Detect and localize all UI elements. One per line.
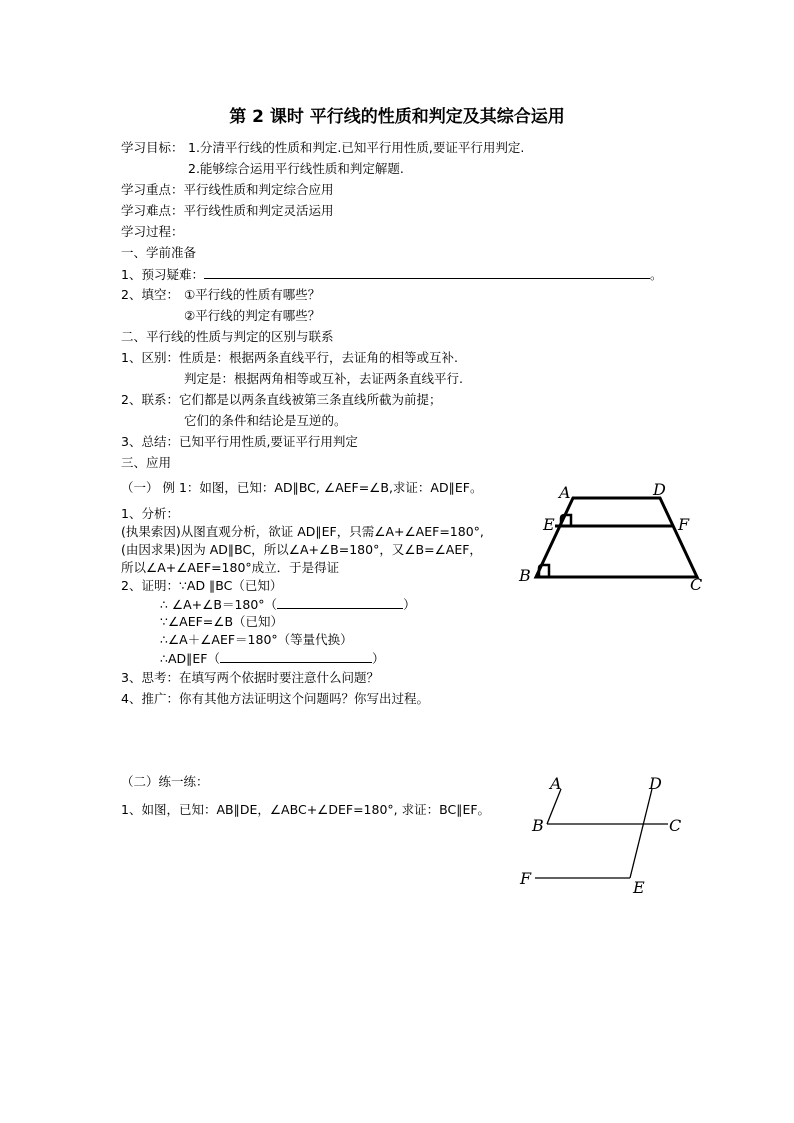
label-d: D <box>653 480 666 499</box>
label-f: F <box>678 515 690 534</box>
proof-line5-close: ） <box>371 651 385 666</box>
fill-label: 2、填空： <box>121 287 179 302</box>
analysis-line1: (执果索因)从图直观分析，欲证 AD∥EF，只需∠A+∠AEF=180°, <box>121 524 484 539</box>
parallel-lines-figure <box>510 770 700 900</box>
process-label: 学习过程： <box>121 224 184 239</box>
label-c: C <box>669 816 682 835</box>
preview-end: 。 <box>649 267 663 282</box>
goals-label: 学习目标： <box>121 140 184 155</box>
reason-blank-1[interactable] <box>277 596 403 609</box>
relation-line2: 它们的条件和结论是互逆的。 <box>184 413 347 428</box>
label-d: D <box>649 774 662 793</box>
preview-label: 1、预习疑难： <box>121 267 204 282</box>
reason-blank-2[interactable] <box>220 650 372 663</box>
practice-question-1: 1、如图，已知：AB∥DE，∠ABC+∠DEF=180°, 求证：BC∥EF。 <box>121 802 491 817</box>
label-a: A <box>550 774 562 793</box>
preview-blank[interactable] <box>204 266 650 279</box>
proof-line5-text: ∴AD∥EF（ <box>160 651 220 666</box>
section1-heading: 一、学前准备 <box>121 245 197 260</box>
key-point: 学习重点：平行线性质和判定综合应用 <box>121 182 334 197</box>
practice-heading: （二）练一练： <box>121 774 209 789</box>
relation-line1: 2、联系：它们都是以两条直线被第三条直线所截为前提； <box>121 392 442 407</box>
label-b: B <box>532 816 544 835</box>
segment-de <box>630 789 652 878</box>
summary-line: 3、总结：已知平行用性质,要证平行用判定 <box>121 434 358 449</box>
proof-line2 <box>160 596 416 613</box>
analysis-label: 1、分析： <box>121 506 179 521</box>
section2-heading: 二、平行线的性质与判定的区别与联系 <box>121 329 334 344</box>
label-e: E <box>543 515 555 534</box>
fill-question-2: ②平行线的判定有哪些？ <box>184 308 321 323</box>
difficulty: 学习难点：平行线性质和判定灵活运用 <box>121 203 334 218</box>
proof-label: 2、证明：∵AD ∥BC（已知） <box>121 578 283 593</box>
example-1: （一） 例 1：如图，已知：AD∥BC, ∠AEF=∠B,求证：AD∥EF。 <box>121 480 483 495</box>
extend-line: 4、推广：你有其他方法证明这个问题吗？你写出过程。 <box>121 691 429 706</box>
section3-heading: 三、应用 <box>121 455 172 470</box>
trapezoid-figure <box>510 478 720 596</box>
label-f: F <box>520 869 532 888</box>
label-a: A <box>559 483 571 502</box>
label-e: E <box>633 878 645 897</box>
proof-line2-text: ∴ ∠A+∠B＝180°（ <box>160 597 278 612</box>
analysis-line2: (由因求果)因为 AD∥BC，所以∠A+∠B=180°，又∠B=∠AEF， <box>121 542 482 557</box>
difference-line1: 1、区别：性质是：根据两条直线平行，去证角的相等或互补. <box>121 350 458 365</box>
proof-line5 <box>160 650 384 667</box>
goals-line1: 1.分清平行线的性质和判定.已知平行用性质,要证平行用判定. <box>188 140 525 155</box>
segment-ab <box>547 789 561 824</box>
analysis-line3: 所以∠A+∠AEF=180°成立．于是得证 <box>121 560 340 575</box>
trapezoid-outline <box>536 498 697 577</box>
fill-question-1: ①平行线的性质有哪些？ <box>184 287 321 302</box>
goals-line2: 2.能够综合运用平行线性质和判定解题. <box>188 161 404 176</box>
think-line: 3、思考：在填写两个依据时要注意什么问题？ <box>121 670 379 685</box>
proof-line3: ∵∠AEF=∠B（已知） <box>160 614 284 629</box>
page-title: 第 2 课时 平行线的性质和判定及其综合运用 <box>229 107 565 127</box>
label-c: C <box>690 575 703 594</box>
label-b: B <box>519 566 531 585</box>
proof-line2-close: ） <box>403 597 416 612</box>
proof-line4: ∴∠A＋∠AEF＝180°（等量代换） <box>160 632 353 647</box>
difference-line2: 判定是：根据两角相等或互补，去证两条直线平行. <box>184 371 463 386</box>
preview-line <box>121 266 662 283</box>
